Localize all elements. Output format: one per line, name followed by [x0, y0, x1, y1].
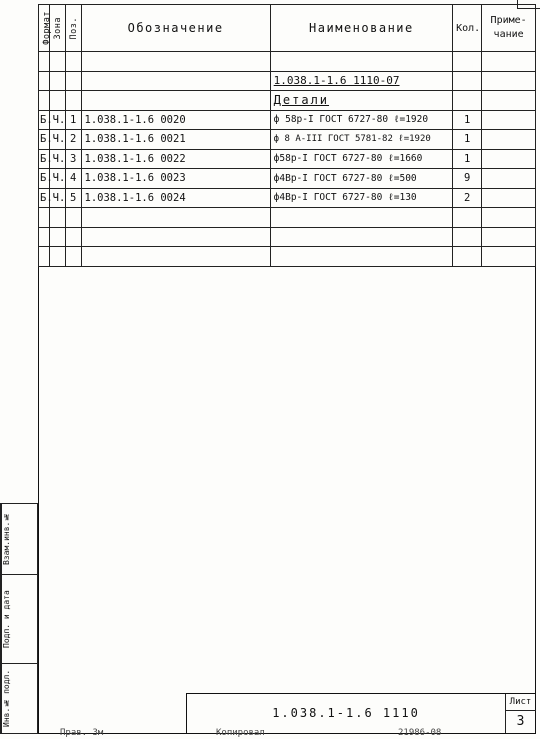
header-note: Приме-чание: [482, 5, 536, 52]
table-row: [39, 247, 536, 267]
corner-mark: [517, 0, 540, 9]
table-row: Б.Ч. 2 1.038.1-1.6 0021 ф 8 А-III ГОСТ 5781-82 ℓ=1920 1: [39, 130, 536, 150]
table-row: [39, 208, 536, 228]
header-pos: Поз.: [65, 5, 81, 52]
header-row: [39, 5, 536, 52]
header-name: Наименование: [270, 5, 452, 52]
table-row: [39, 71, 536, 91]
table-row: Б.Ч. 5 1.038.1-1.6 0024 ф4Вр-I ГОСТ 6727-80 ℓ=130 2: [39, 188, 536, 208]
sheet-number: 3: [516, 714, 525, 729]
table-row: Б.Ч. 4 1.038.1-1.6 0023 ф4Вр-I ГОСТ 6727-80 ℓ=500 9: [39, 169, 536, 189]
document-code: 1.038.1-1.6 1110-07: [270, 71, 452, 91]
sheet-label: Лист: [505, 694, 536, 711]
table-row: Б.Ч. 3 1.038.1-1.6 0022 ф58р-I ГОСТ 6727-80 ℓ=1660 1: [39, 149, 536, 169]
title-code: 1.038.1-1.6 1110: [187, 694, 506, 733]
section-title: Детали: [270, 91, 452, 111]
replace-inv-cell: Взам.инв.№: [0, 503, 38, 575]
sign-date-cell: Подп. и дата: [0, 574, 38, 664]
specification-table: [38, 4, 536, 267]
table-row: Б.Ч. 1 1.038.1-1.6 0020 ф 58р-I ГОСТ 6727-80 ℓ=1920 1: [39, 110, 536, 130]
footer-cutoff: Прав. Зм Копировал 21986-08: [60, 728, 442, 738]
header-format: Формат: [39, 5, 50, 52]
table-row: [39, 52, 536, 72]
table-row: [39, 91, 536, 111]
header-zone: Зона: [50, 5, 66, 52]
binding-margin: [0, 503, 38, 734]
inv-sub-cell: Инв.№ подл.: [0, 663, 38, 734]
table-row: [39, 227, 536, 247]
header-designation: Обозначение: [81, 5, 270, 52]
header-qty: Кол.: [453, 5, 482, 52]
